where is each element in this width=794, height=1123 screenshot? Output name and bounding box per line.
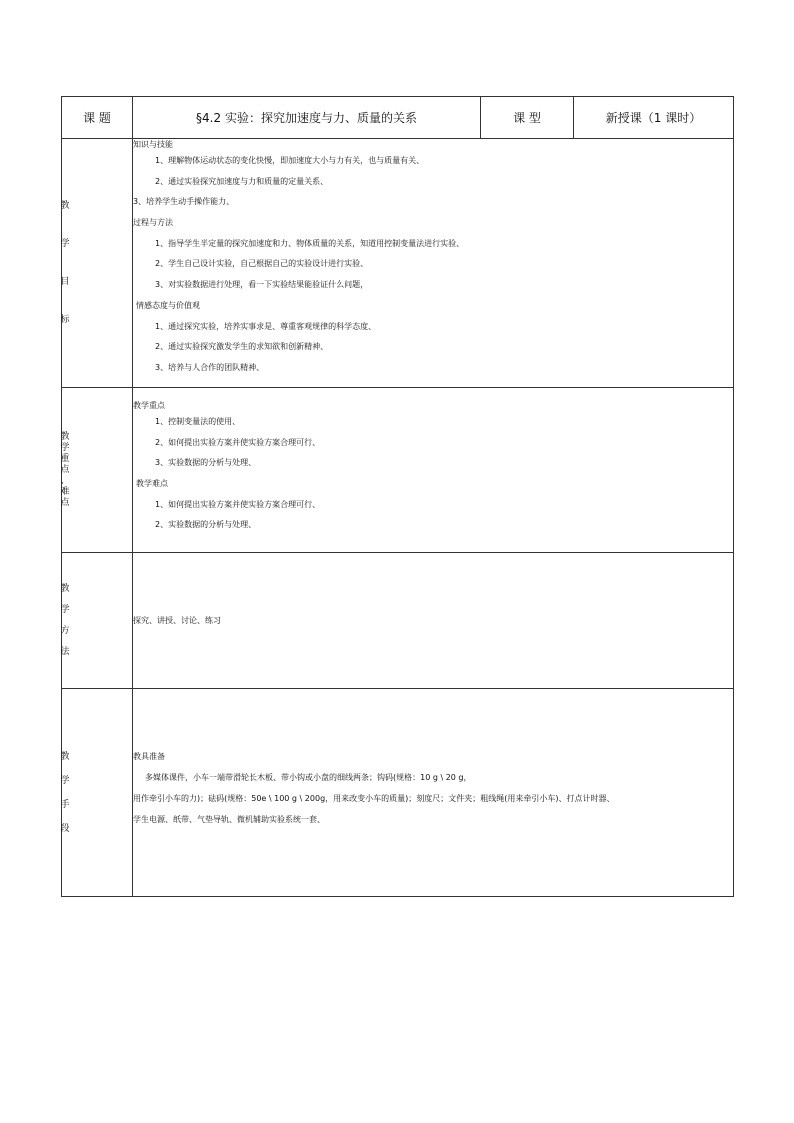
objectives-item: 2、通过实验探究激发学生的求知欲和创新精神、	[155, 342, 329, 352]
key-points-item: 1、控制变量法的使用、	[155, 417, 241, 426]
methods-label-char: 方	[60, 626, 70, 636]
means-label	[62, 689, 133, 897]
objectives-label-char: 目	[60, 277, 70, 287]
objectives-heading: 过程与方法	[133, 218, 173, 228]
means-text: 用作牵引小车的力)；砝码(规格：50e \ 100 g \ 200g，用来改变小车的质量)；刻度尺；文件夹；粗线绳(用来牵引小车)、打点计时器、	[133, 793, 615, 803]
key-points-item: 3、实验数据的分析与处理、	[155, 458, 257, 468]
key-points-label-char: 、	[60, 476, 70, 486]
objectives-item: 1、通过探究实验，培养实事求是、尊重客观规律的科学态度、	[155, 321, 377, 331]
lesson-plan-table	[61, 96, 734, 897]
topic-label: 课 题	[62, 97, 133, 139]
objectives-label-char: 学	[60, 239, 70, 249]
means-label-char: 学	[60, 775, 70, 786]
objectives-item: 2、学生自己设计实验，自己根据自己的实验设计进行实验、	[155, 259, 369, 269]
means-heading: 教具准备	[133, 751, 165, 761]
type-label: 课 型	[481, 97, 574, 139]
topic-value: §4.2 实验：探究加速度与力、质量的关系	[133, 97, 481, 139]
methods-text: 探究、讲授、讨论、练习	[133, 615, 221, 625]
means-label-char: 教	[60, 751, 70, 762]
objectives-item: 3、对实验数据进行处理，看一下实验结果能验证什么问题，	[155, 280, 369, 290]
objectives-heading: 知识与技能	[133, 140, 173, 149]
objectives-heading: 情感态度与价值观	[136, 300, 200, 310]
difficulties-item: 2、实验数据的分析与处理、	[155, 520, 257, 530]
means-text: 多媒体课件，小车一端带滑轮长木板、带小钩或小盘的细线两条；钩码(规格：10 g \ 20 g，	[145, 772, 472, 782]
methods-label-char: 教	[60, 584, 70, 594]
methods-label-char: 学	[60, 605, 70, 615]
means-label-char: 段	[60, 823, 70, 834]
objectives-content	[133, 139, 734, 388]
methods-row	[62, 553, 734, 689]
key-points-label-char: 点	[60, 465, 70, 475]
objectives-label-char: 标	[60, 315, 70, 325]
difficulties-heading: 教学难点	[136, 479, 168, 489]
key-points-content	[133, 388, 734, 553]
key-points-item: 2、如何提出实验方案并使实验方案合理可行、	[155, 437, 321, 447]
objectives-row	[62, 139, 734, 388]
methods-label-char: 法	[60, 647, 70, 657]
methods-content	[133, 553, 734, 689]
means-content	[133, 689, 734, 897]
means-row	[62, 689, 734, 897]
key-points-label-char: 学	[60, 443, 70, 453]
methods-label	[62, 553, 133, 689]
key-points-label-char: 教	[60, 432, 70, 442]
header-row	[62, 97, 734, 139]
key-points-label-char: 重	[60, 454, 70, 464]
key-points-heading: 教学重点	[133, 401, 165, 410]
objectives-item: 1、理解物体运动状态的变化快慢，即加速度大小与力有关，也与质量有关、	[155, 156, 425, 165]
objectives-item: 3、培养与人合作的团队精神、	[155, 362, 265, 372]
objectives-item: 1、指导学生半定量的探究加速度和力、物体质量的关系，知道用控制变量法进行实验、	[155, 238, 465, 248]
key-points-label-char: 难	[60, 487, 70, 497]
difficulties-item: 1、如何提出实验方案并使实验方案合理可行、	[155, 499, 321, 509]
objectives-item: 2、通过实验探究加速度与力和质量的定量关系、	[155, 176, 329, 186]
key-points-row	[62, 388, 734, 553]
key-points-label-char: 点	[60, 498, 70, 508]
type-value: 新授课（1 课时）	[574, 97, 734, 139]
objectives-label	[62, 139, 133, 388]
means-text: 学生电源、纸带、气垫导轨、微机辅助实验系统一套、	[133, 814, 325, 824]
objectives-item: 3、培养学生动手操作能力、	[133, 197, 235, 207]
means-label-char: 手	[60, 799, 70, 810]
objectives-label-char: 教	[60, 201, 70, 211]
key-points-label	[62, 388, 133, 553]
